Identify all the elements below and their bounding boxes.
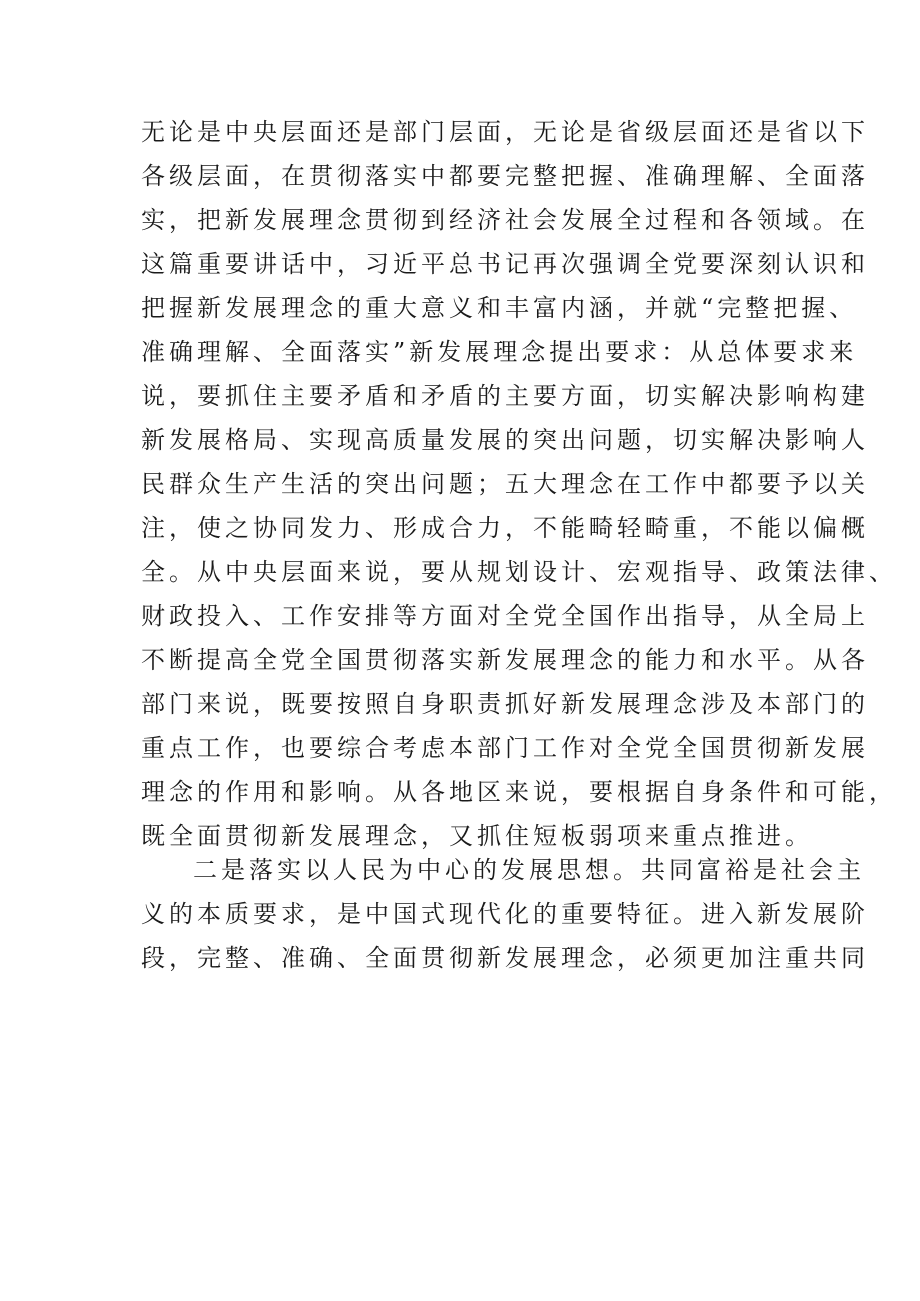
paragraph-line: 说，要抓住主要矛盾和矛盾的主要方面，切实解决影响构建 <box>141 382 869 410</box>
paragraph-line: 准确理解、全面落实”新发展理念提出要求：从总体要求来 <box>141 338 858 366</box>
paragraph-1 <box>141 110 897 858</box>
paragraph-line: 理念的作用和影响。从各地区来说，要根据自身条件和可能， <box>141 778 897 806</box>
paragraph-line: 不断提高全党全国贯彻落实新发展理念的能力和水平。从各 <box>141 646 869 674</box>
paragraph-line: 重点工作，也要综合考虑本部门工作对全党全国贯彻新发展 <box>141 734 869 762</box>
paragraph-line: 义的本质要求，是中国式现代化的重要特征。进入新发展阶 <box>141 900 869 928</box>
paragraph-2 <box>141 848 869 980</box>
paragraph-line: 各级层面，在贯彻落实中都要完整把握、准确理解、全面落 <box>141 162 869 190</box>
paragraph-line: 段，完整、准确、全面贯彻新发展理念，必须更加注重共同 <box>141 944 869 972</box>
paragraph-line: 既全面贯彻新发展理念，又抓住短板弱项来重点推进。 <box>141 822 813 850</box>
paragraph-line: 民群众生产生活的突出问题；五大理念在工作中都要予以关 <box>141 470 869 498</box>
paragraph-line: 无论是中央层面还是部门层面，无论是省级层面还是省以下 <box>141 118 869 146</box>
paragraph-line: 把握新发展理念的重大意义和丰富内涵，并就“完整把握、 <box>141 294 858 322</box>
paragraph-line: 这篇重要讲话中，习近平总书记再次强调全党要深刻认识和 <box>141 250 869 278</box>
paragraph-line: 部门来说，既要按照自身职责抓好新发展理念涉及本部门的 <box>141 690 869 718</box>
paragraph-line: 财政投入、工作安排等方面对全党全国作出指导，从全局上 <box>141 602 869 630</box>
paragraph-line: 新发展格局、实现高质量发展的突出问题，切实解决影响人 <box>141 426 869 454</box>
paragraph-line: 实，把新发展理念贯彻到经济社会发展全过程和各领域。在 <box>141 206 869 234</box>
paragraph-line: 二是落实以人民为中心的发展思想。共同富裕是社会主 <box>193 856 865 884</box>
paragraph-line: 全。从中央层面来说，要从规划设计、宏观指导、政策法律、 <box>141 558 897 586</box>
paragraph-line: 注，使之协同发力、形成合力，不能畸轻畸重，不能以偏概 <box>141 514 869 542</box>
